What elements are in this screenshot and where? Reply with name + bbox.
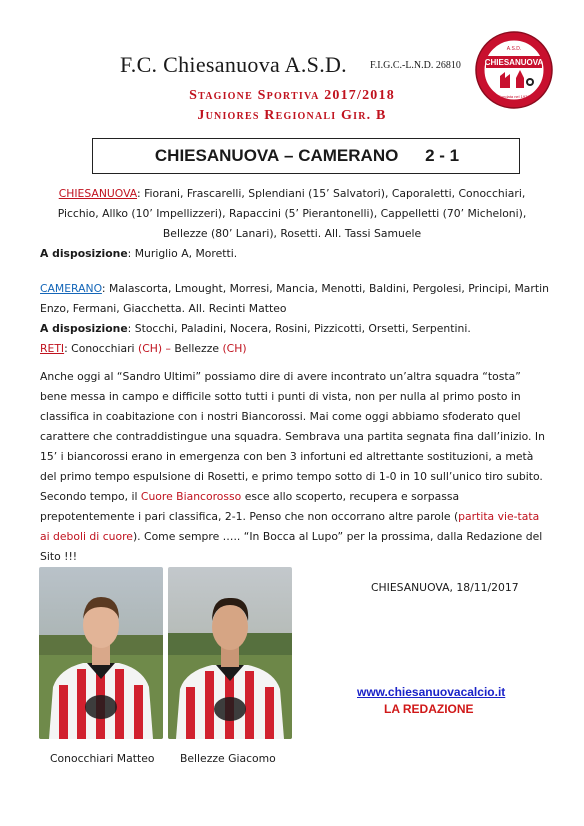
report-highlight-2: partita vie-tata ai deboli di cuore bbox=[40, 510, 540, 543]
photo-caption-1: Conocchiari Matteo bbox=[50, 752, 155, 765]
home-bench-players: : Muriglio A, Moretti. bbox=[127, 247, 238, 260]
league-title: Juniores Regionali Gir. B bbox=[197, 108, 387, 123]
federation-code: F.I.G.C.-L.N.D. 26810 bbox=[370, 60, 461, 71]
home-lineup bbox=[40, 184, 544, 244]
season-title: Stagione Sportiva 2017/2018 bbox=[189, 88, 395, 103]
team-separator: – bbox=[284, 146, 294, 165]
final-score: 2 - 1 bbox=[425, 146, 460, 165]
home-bench bbox=[40, 244, 237, 264]
goal-dash: – bbox=[162, 342, 175, 355]
away-bench-players: : Stocchi, Paladini, Nocera, Rosini, Pizzicotti, Orsetti, Serpentini. bbox=[127, 322, 471, 335]
away-players: : Malascorta, Lmought, Morresi, Mancia, Menotti, Baldini, Pergolesi, Principi, Martin Enzo, Fermani, Giacchetta. All. Recinti Matteo bbox=[40, 282, 549, 315]
editorial-signature: LA REDAZIONE bbox=[384, 702, 474, 716]
report-date: CHIESANUOVA, 18/11/2017 bbox=[371, 581, 519, 594]
report-part-2: esce allo scoperto, recupera e sorpassa prepotentemente i pari classifica, 2-1. Penso che non occorrano altre parole ( bbox=[40, 490, 460, 523]
bench-label: A disposizione bbox=[40, 247, 128, 260]
report-highlight-1: Cuore Biancorosso bbox=[140, 490, 242, 503]
club-name: F.C. Chiesanuova A.S.D. bbox=[120, 52, 347, 77]
match-title bbox=[93, 146, 521, 166]
goal1-team: (CH) bbox=[137, 342, 163, 355]
goal2-team: (CH) bbox=[222, 342, 247, 355]
away-team: CAMERANO bbox=[298, 146, 399, 165]
svg-text:Fondata nel 1930: Fondata nel 1930 bbox=[498, 94, 530, 99]
player-photo-bellezze bbox=[168, 567, 292, 739]
goal2-player: Bellezze bbox=[174, 342, 223, 355]
home-team-label: CHIESANUOVA bbox=[58, 187, 138, 200]
home-team: CHIESANUOVA bbox=[154, 146, 280, 165]
goals-label: RETI bbox=[40, 342, 65, 355]
svg-text:CHIESANUOVA: CHIESANUOVA bbox=[484, 58, 544, 67]
report-part-3: ). Come sempre ….. “In Bocca al Lupo” per la prossima, dalla Redazione del Sito !!! bbox=[40, 530, 543, 563]
report-part-1: Anche oggi al “Sandro Ultimi” possiamo dire di avere incontrato un’altra squadra “tosta” bene messa in campo e difficile sotto tutti i punti di vista, non per nulla al primo posto in classifica in coabitazione con i nostri Biancorossi. Mai come oggi abbiamo sfoderato quel carattere che contraddistingue una squadra. Sembrava una partita segnata fina dall’inizio. In 15’ i biancorossi erano in emergenza con ben 3 infortuni ed altrettante sostituzioni, a metà del primo tempo espulsione di Rosetti, e primo tempo sotto di 1-0 in 10 sull’unico tiro subito. Secondo tempo, il bbox=[40, 370, 545, 503]
player-photo-conocchiari bbox=[39, 567, 163, 739]
match-result-box bbox=[92, 138, 520, 174]
website-link[interactable]: www.chiesanuovacalcio.it bbox=[357, 685, 506, 699]
bench-label: A disposizione bbox=[40, 322, 128, 335]
goal1-player: : Conocchiari bbox=[64, 342, 138, 355]
away-lineup bbox=[40, 279, 550, 359]
match-report bbox=[40, 367, 548, 567]
svg-text:A.S.D.: A.S.D. bbox=[506, 46, 522, 52]
away-team-label: CAMERANO bbox=[40, 282, 102, 295]
home-players: : Fiorani, Frascarelli, Splendiani (15’ Salvatori), Caporaletti, Conocchiari, Picchio, Allko (10’ Impellizzeri), Rapaccini (5’ Pierantonelli), Cappelletti (70’ Micheloni), Bellezze (80’ Lanari), Rosetti. All. Tassi Samuele bbox=[57, 187, 527, 240]
photo-caption-2: Bellezze Giacomo bbox=[180, 752, 276, 765]
